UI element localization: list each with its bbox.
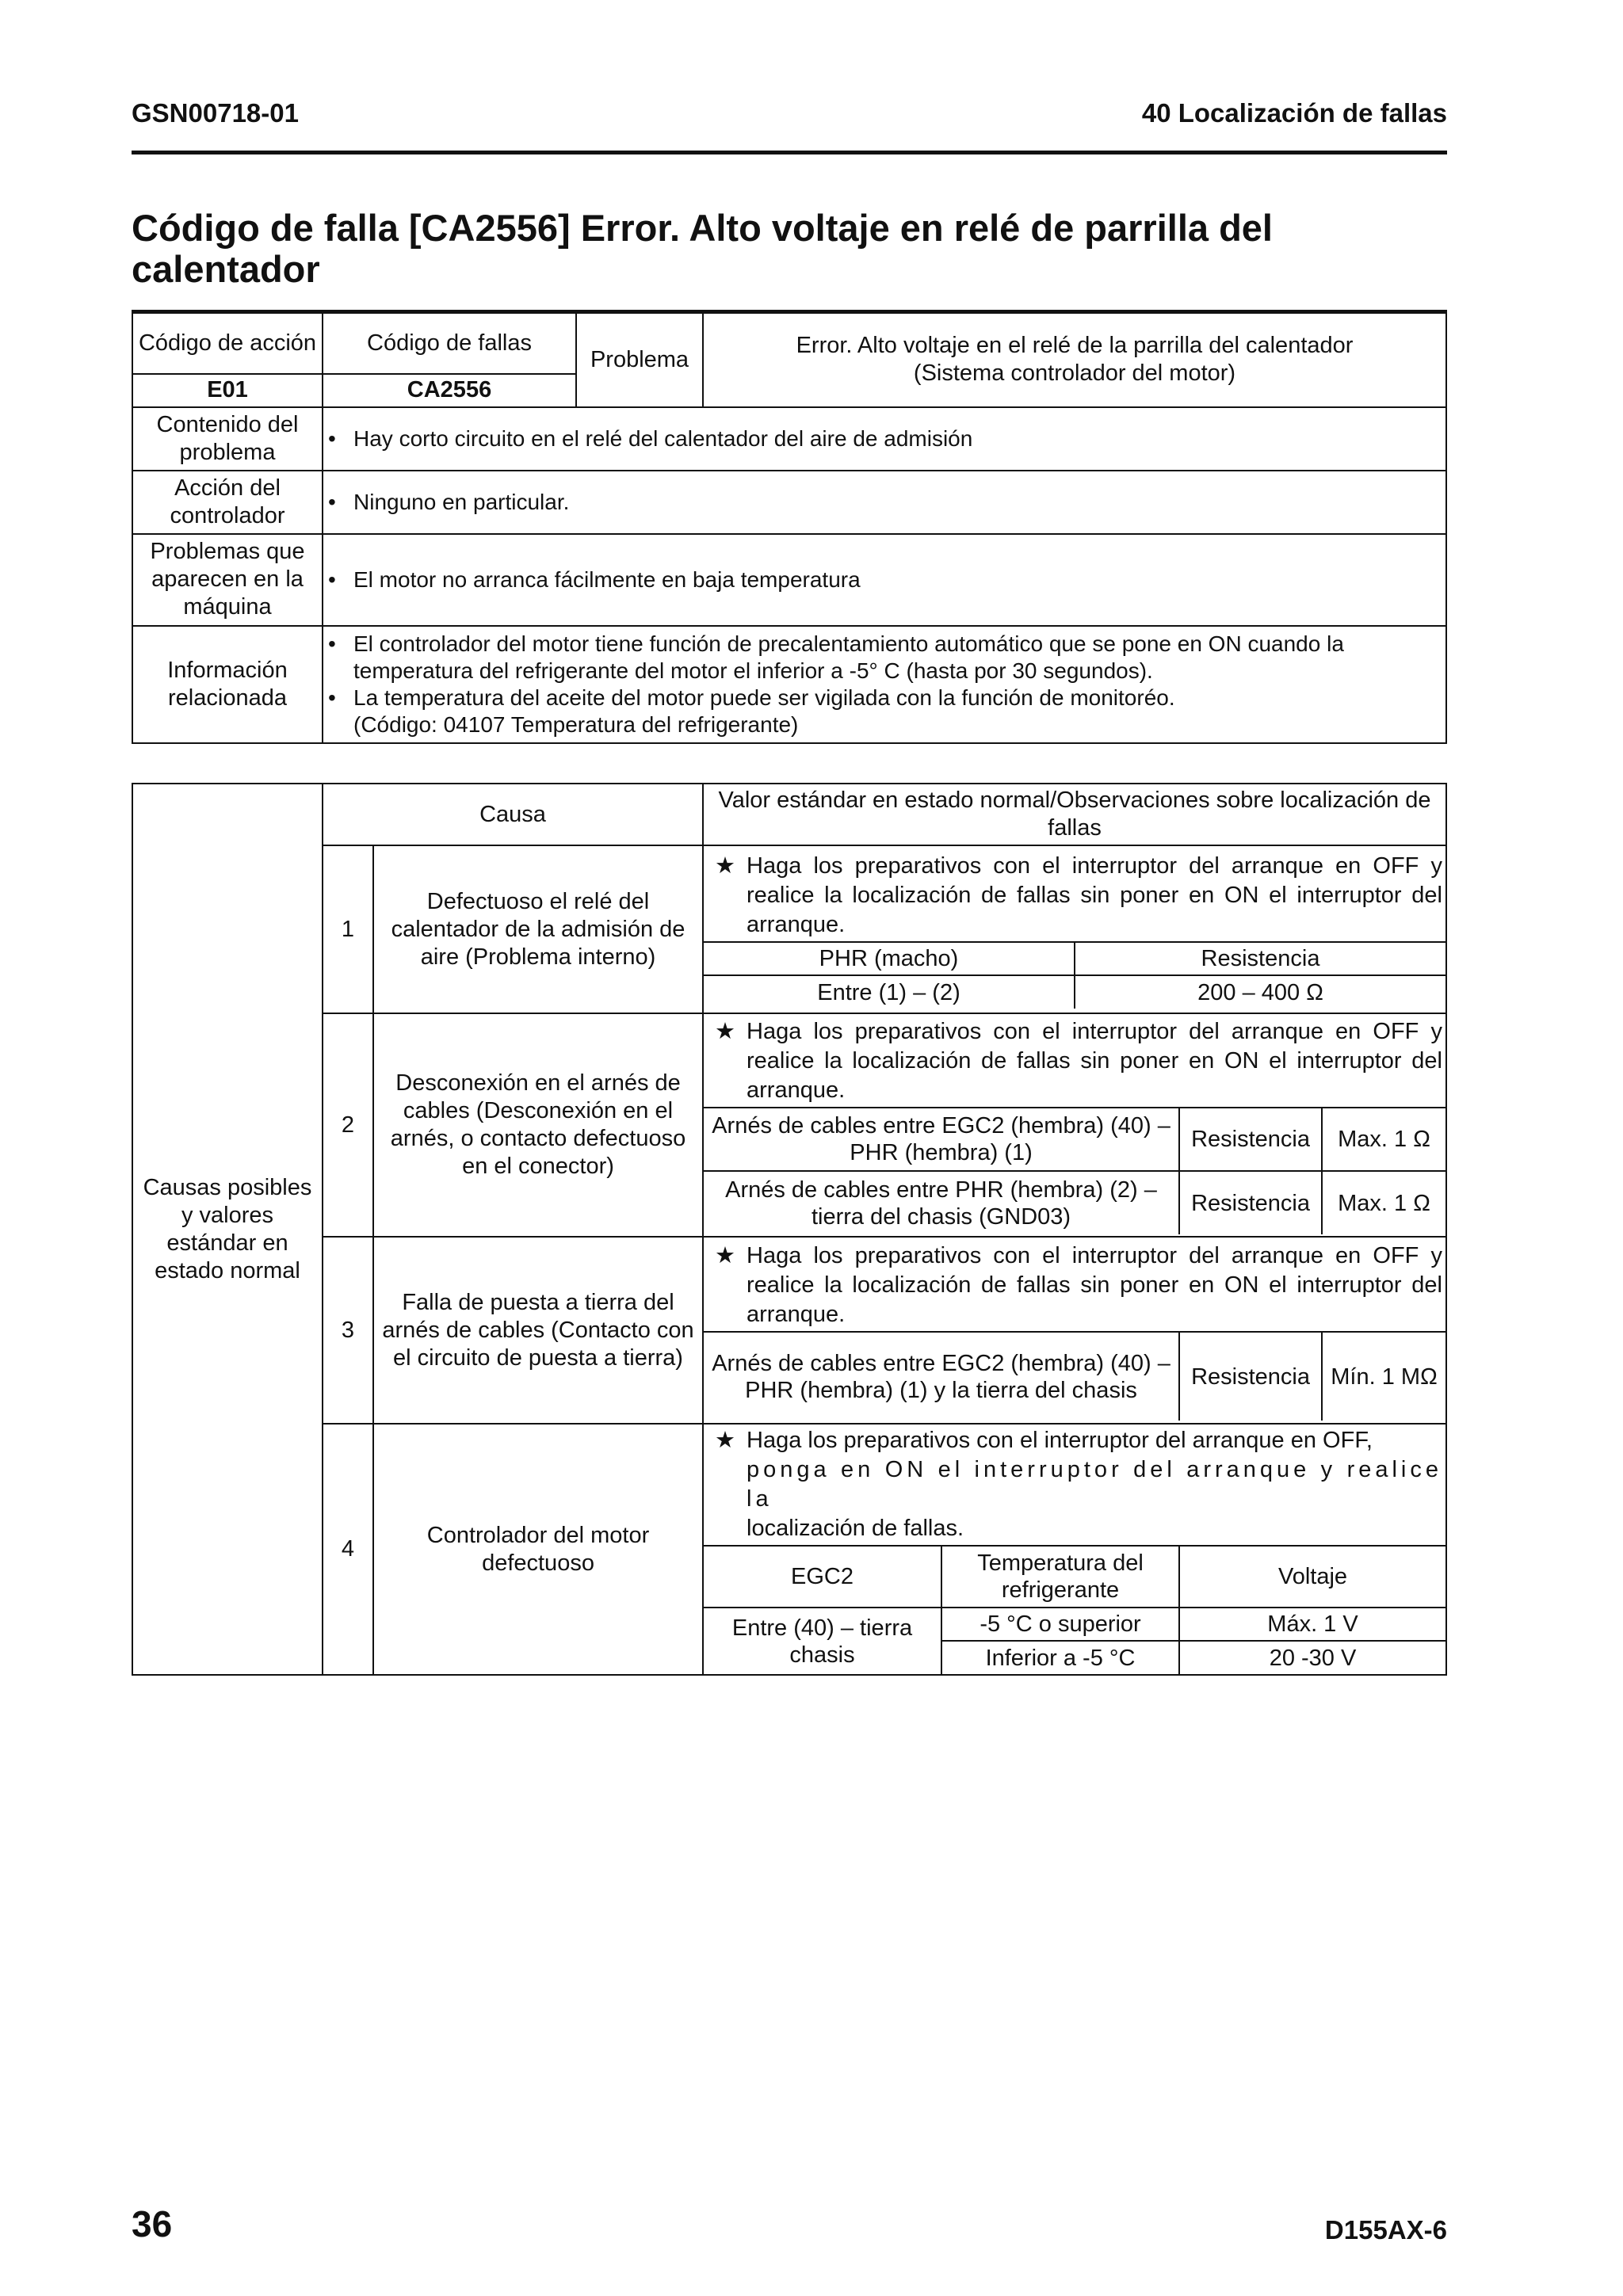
fault-info-table: [132, 310, 1447, 744]
cause-number: 2: [323, 1013, 373, 1237]
cause-text: Controlador del motor defectuoso: [373, 1424, 703, 1675]
between-pins: Entre (40) – tierra chasis: [704, 1608, 941, 1674]
harness-desc: Arnés de cables entre PHR (hembra) (2) – tierra del chasis (GND03): [704, 1171, 1179, 1234]
voltage-value: Máx. 1 V: [1179, 1608, 1445, 1641]
row-item: La temperatura del aceite del motor puede ser vigilada con la función de monitoréo.: [353, 685, 1175, 710]
temperature-condition: Inferior a -5 °C: [941, 1641, 1179, 1674]
causes-table: [132, 783, 1447, 1676]
harness-desc: Arnés de cables entre EGC2 (hembra) (40) – PHR (hembra) (1) y la tierra del chasis: [704, 1332, 1179, 1421]
cause-note: Haga los preparativos con el interruptor del arranque en OFF y realice la localización de fallas sin poner en ON el interruptor del arranque.: [747, 853, 1442, 937]
cause-number: 4: [323, 1424, 373, 1675]
failure-code-value: CA2556: [323, 374, 576, 407]
temperature-condition: -5 °C o superior: [941, 1608, 1179, 1641]
harness-table: [704, 1107, 1445, 1234]
cause-detail: [703, 1013, 1446, 1237]
row-label: Contenido del problema: [132, 407, 323, 471]
cause-row-4: [132, 1424, 1446, 1675]
star-icon: ★: [715, 853, 736, 879]
causes-header-row: [132, 784, 1446, 845]
causes-side-label: Causas posibles y valores estándar en estado normal: [132, 784, 323, 1675]
row-item: Ninguno en particular.: [353, 489, 570, 514]
info-row-controller-action: [132, 471, 1446, 534]
problem-header: Problema: [576, 312, 703, 407]
problem-description-line-1: Error. Alto voltaje en el relé de la parrilla del calentador: [796, 333, 1354, 359]
cause-row-1: [132, 845, 1446, 1013]
header-rule: [132, 151, 1447, 154]
page-title: Código de falla [CA2556] Error. Alto voltaje en relé de parrilla del calentador: [132, 207, 1273, 290]
temperature-header: Temperatura del refrigerante: [941, 1546, 1179, 1608]
section-title: 40 Localización de fallas: [1141, 98, 1447, 128]
info-row-machine-problems: [132, 534, 1446, 626]
cause-number: 3: [323, 1237, 373, 1424]
resistance-value: 200 – 400 Ω: [1075, 975, 1445, 1009]
bullet-icon: •: [328, 631, 336, 656]
measure-type: Resistencia: [1179, 1171, 1322, 1234]
resistance-table: [704, 941, 1445, 1009]
cause-note-line-1: Haga los preparativos con el interruptor del arranque en OFF,: [747, 1428, 1373, 1453]
harness-desc: Arnés de cables entre EGC2 (hembra) (40) – PHR (hembra) (1): [704, 1108, 1179, 1171]
action-code-header: Código de acción: [132, 312, 323, 374]
cause-detail: [703, 1237, 1446, 1424]
connector-header: PHR (macho): [704, 942, 1075, 975]
cause-number: 1: [323, 845, 373, 1013]
between-pins: Entre (1) – (2): [704, 975, 1075, 1009]
measure-type: Resistencia: [1179, 1332, 1322, 1421]
row-content: [323, 471, 1446, 534]
cause-note-line-2: ponga en ON el interruptor del arranque y realice la: [747, 1457, 1442, 1512]
connector-header: EGC2: [704, 1546, 941, 1608]
measure-value: Max. 1 Ω: [1322, 1108, 1445, 1171]
measure-value: Max. 1 Ω: [1322, 1171, 1445, 1234]
doc-id: GSN00718-01: [132, 98, 299, 128]
cause-text: Desconexión en el arnés de cables (Desconexión en el arnés, o contacto defectuoso en el conector): [373, 1013, 703, 1237]
voltage-header: Voltaje: [1179, 1546, 1445, 1608]
cause-row-2: [132, 1013, 1446, 1237]
star-icon: ★: [715, 1019, 736, 1044]
voltage-value: 20 -30 V: [1179, 1641, 1445, 1674]
row-content: [323, 407, 1446, 471]
standard-value-header: Valor estándar en estado normal/Observaciones sobre localización de fallas: [703, 784, 1446, 845]
cause-note: Haga los preparativos con el interruptor del arranque en OFF y realice la localización de fallas sin poner en ON el interruptor del arranque.: [747, 1019, 1442, 1103]
cause-text: Defectuoso el relé del calentador de la admisión de aire (Problema interno): [373, 845, 703, 1013]
cause-header: Causa: [323, 784, 703, 845]
resistance-header: Resistencia: [1075, 942, 1445, 975]
cause-note-line-3: localización de fallas.: [747, 1516, 964, 1541]
cause-detail: [703, 845, 1446, 1013]
row-content: [323, 534, 1446, 626]
page-number: 36: [132, 2203, 173, 2245]
row-label: Problemas que aparecen en la máquina: [132, 534, 323, 626]
row-content: [323, 626, 1446, 743]
star-icon: ★: [715, 1243, 736, 1268]
problem-description: [703, 312, 1446, 407]
bullet-icon: •: [328, 685, 336, 710]
row-label: Información relacionada: [132, 626, 323, 743]
ground-table: [704, 1331, 1445, 1421]
row-item: Hay corto circuito en el relé del calentador del aire de admisión: [353, 425, 973, 451]
info-row-related: [132, 626, 1446, 743]
problem-description-line-2: (Sistema controlador del motor): [913, 360, 1236, 387]
bullet-icon: •: [328, 566, 336, 592]
cause-detail: [703, 1424, 1446, 1675]
action-code-value: E01: [132, 374, 323, 407]
info-header-row: [132, 312, 1446, 374]
info-row-problem-content: [132, 407, 1446, 471]
cause-note: Haga los preparativos con el interruptor del arranque en OFF y realice la localización de fallas sin poner en ON el interruptor del arranque.: [747, 1243, 1442, 1327]
failure-code-header: Código de fallas: [323, 312, 576, 374]
cause-row-3: [132, 1237, 1446, 1424]
row-item: El controlador del motor tiene función de precalentamiento automático que se pone en ON cuando la temperatura del refrigerante del motor el inferior a -5° C (hasta por 30 segundos).: [353, 631, 1344, 683]
cause-text: Falla de puesta a tierra del arnés de cables (Contacto con el circuito de puesta a tierra): [373, 1237, 703, 1424]
measure-type: Resistencia: [1179, 1108, 1322, 1171]
model-code: D155AX-6: [1324, 2215, 1447, 2245]
measure-value: Mín. 1 MΩ: [1322, 1332, 1445, 1421]
star-icon: ★: [715, 1428, 736, 1453]
bullet-icon: •: [328, 425, 336, 451]
row-note: (Código: 04107 Temperatura del refrigerante): [353, 711, 799, 737]
row-label: Acción del controlador: [132, 471, 323, 534]
bullet-icon: •: [328, 489, 336, 514]
voltage-table: [704, 1545, 1445, 1674]
row-item: El motor no arranca fácilmente en baja temperatura: [353, 566, 861, 592]
